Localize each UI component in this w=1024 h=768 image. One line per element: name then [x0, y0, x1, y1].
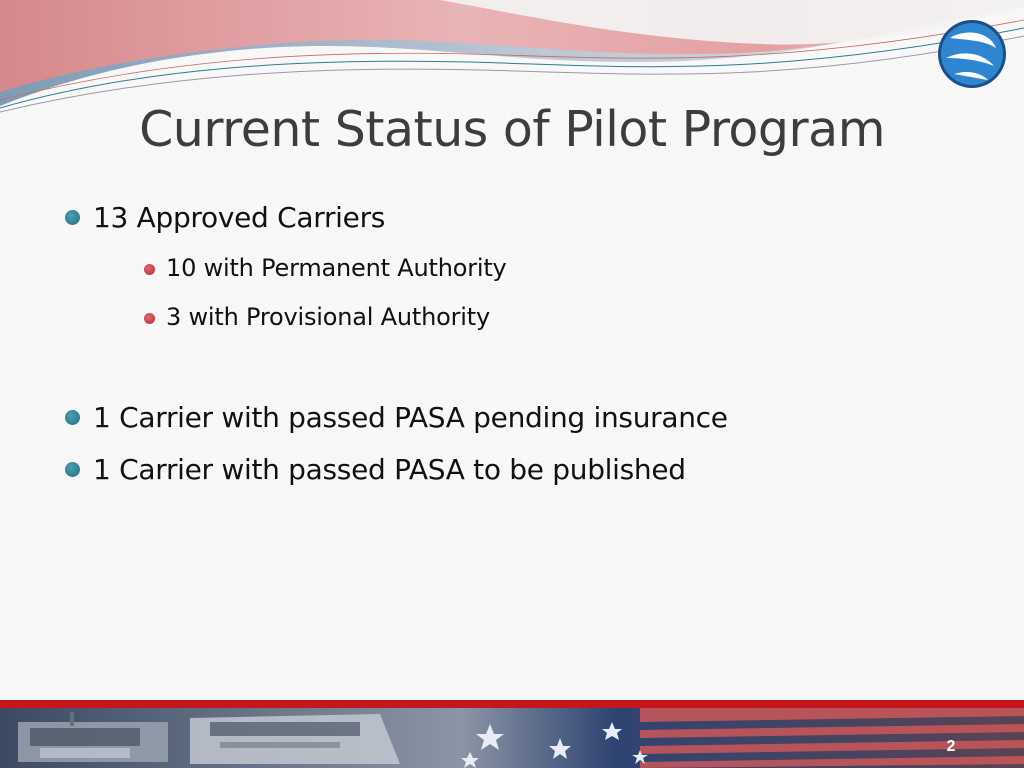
sub-bullet-item	[93, 244, 1000, 293]
bullet-text: 13 Approved Carriers	[93, 201, 386, 234]
list-spacer	[60, 342, 1000, 396]
sub-bullet-item	[93, 293, 1000, 342]
bullet-text: 1 Carrier with passed PASA to be published	[93, 453, 686, 486]
sub-bullet-text: 10 with Permanent Authority	[166, 254, 507, 282]
slide-title: Current Status of Pilot Program	[139, 101, 885, 158]
bullet-item	[60, 448, 1000, 492]
footer-banner	[0, 700, 1024, 768]
footer-vehicles-flag-image	[0, 708, 1024, 768]
bullet-list	[60, 196, 1000, 492]
bus-icon	[190, 714, 400, 764]
page-number: 2	[946, 738, 956, 755]
footer-red-bar	[0, 700, 1024, 708]
dot-logo-icon	[936, 18, 1008, 90]
sub-bullet-text: 3 with Provisional Authority	[166, 303, 490, 331]
bullet-text: 1 Carrier with passed PASA pending insurance	[93, 401, 728, 434]
sub-bullet-list	[93, 244, 1000, 342]
bullet-item	[60, 396, 1000, 440]
bullet-item	[60, 196, 1000, 342]
